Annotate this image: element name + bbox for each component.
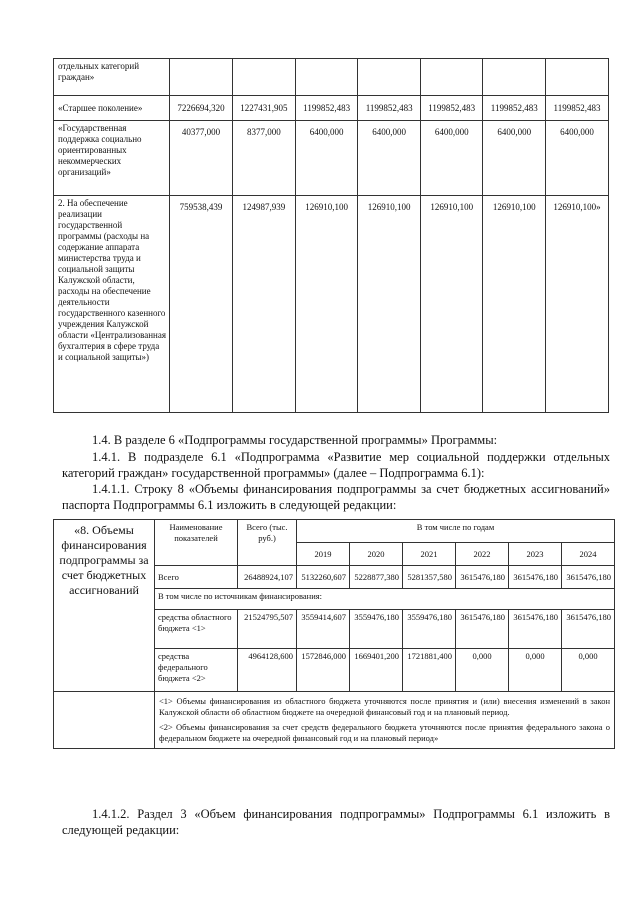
table-cell	[483, 59, 546, 96]
table-row	[54, 692, 615, 749]
table-cell: 3615476,180	[509, 566, 562, 589]
year-header: 2019	[297, 543, 350, 566]
table-cell: 7226694,320	[170, 96, 233, 121]
year-header: 2023	[509, 543, 562, 566]
table-cell: 5281357,580	[403, 566, 456, 589]
table-cell: 1669401,200	[350, 649, 403, 692]
table-cell: 126910,100	[420, 196, 483, 413]
table-cell: 6400,000	[546, 121, 609, 196]
footnotes	[155, 692, 615, 749]
subprogram-funding-table	[53, 519, 615, 749]
row-label: отдельных категорий граждан»	[54, 59, 170, 96]
table-cell: 1199852,483	[295, 96, 358, 121]
table-cell: 3615476,180	[562, 610, 615, 649]
table-cell: 6400,000	[295, 121, 358, 196]
table-cell: 0,000	[509, 649, 562, 692]
row-label: 2. На обеспечение реализации государственной программы (расходы на содержание аппарата министерства труда и социальной защиты Калужской области, расходы на обеспечение деятельности государственного казенного учреждения Калужской области «Централизованная бухгалтерия в сфере труда и социальной защиты»)	[54, 196, 170, 413]
row-label: средства областного бюджета <1>	[155, 610, 238, 649]
sources-label: В том числе по источникам финансирования:	[155, 589, 615, 610]
table-header-row	[54, 520, 615, 543]
table-cell: 3615476,180	[509, 610, 562, 649]
table-cell: 5228877,380	[350, 566, 403, 589]
row-label: «Старшее поколение»	[54, 96, 170, 121]
paragraph-1-4: 1.4. В разделе 6 «Подпрограммы государственной программы» Программы:	[92, 433, 498, 447]
table-cell	[420, 59, 483, 96]
header-name: Наименование показателей	[155, 520, 238, 566]
paragraph-1-4-1: 1.4.1. В подразделе 6.1 «Подпрограмма «Развитие мер социальной поддержки отдельных категорий граждан» государственной программы» (далее – Подпрограмма 6.1):	[62, 450, 610, 480]
table-cell: 3615476,180	[456, 566, 509, 589]
year-header: 2022	[456, 543, 509, 566]
table-row	[54, 196, 609, 413]
table-cell: 3559476,180	[403, 610, 456, 649]
row-title: «8. Объемы финансирования подпрограммы за счет бюджетных ассигнований	[54, 520, 155, 692]
table-cell: 6400,000	[483, 121, 546, 196]
table-cell: 6400,000	[358, 121, 421, 196]
table-cell: 8377,000	[232, 121, 295, 196]
table-cell	[54, 692, 155, 749]
table-cell: 5132260,607	[297, 566, 350, 589]
row-label: Всего	[155, 566, 238, 589]
row-label: «Государственная поддержка социально ориентированных некоммерческих организаций»	[54, 121, 170, 196]
table-cell: 124987,939	[232, 196, 295, 413]
table-cell: 26488924,107	[238, 566, 297, 589]
header-years-group: В том числе по годам	[297, 520, 615, 543]
table-cell: 126910,100	[483, 196, 546, 413]
paragraph-1-4-1-2: 1.4.1.2. Раздел 3 «Объем финансирования подпрограммы» Подпрограммы 6.1 изложить в следующей редакции:	[62, 807, 610, 837]
table-cell: 3615476,180	[562, 566, 615, 589]
table-cell: 1199852,483	[358, 96, 421, 121]
table-cell	[170, 59, 233, 96]
table-row	[54, 59, 609, 96]
row-label: средства федерального бюджета <2>	[155, 649, 238, 692]
table-cell: 759538,439	[170, 196, 233, 413]
table-cell: 3559476,180	[350, 610, 403, 649]
table-cell: 0,000	[456, 649, 509, 692]
table-cell: 1572846,000	[297, 649, 350, 692]
table-cell: 126910,100	[358, 196, 421, 413]
funding-table-continued	[53, 58, 609, 413]
table-cell: 6400,000	[420, 121, 483, 196]
table-cell: 126910,100	[295, 196, 358, 413]
table-cell: 3559414,607	[297, 610, 350, 649]
table-cell: 40377,000	[170, 121, 233, 196]
table-cell: 126910,100»	[546, 196, 609, 413]
year-header: 2020	[350, 543, 403, 566]
table-cell: 1199852,483	[420, 96, 483, 121]
table-cell: 1199852,483	[546, 96, 609, 121]
table-cell	[295, 59, 358, 96]
table-cell: 0,000	[562, 649, 615, 692]
table-cell: 3615476,180	[456, 610, 509, 649]
table-cell: 1721881,400	[403, 649, 456, 692]
table-cell: 1199852,483	[483, 96, 546, 121]
table-cell	[358, 59, 421, 96]
footnote-1: <1> Объемы финансирования из областного бюджета уточняются после принятия и (или) внесения изменений в закон Калужской области об областном бюджете на очередной финансовый год и на плановый период.	[159, 696, 610, 717]
table-cell	[546, 59, 609, 96]
year-header: 2021	[403, 543, 456, 566]
table-cell: 21524795,507	[238, 610, 297, 649]
table-cell: 1227431,905	[232, 96, 295, 121]
year-header: 2024	[562, 543, 615, 566]
header-total: Всего (тыс. руб.)	[238, 520, 297, 566]
table-row	[54, 96, 609, 121]
footnote-2: <2> Объемы финансирования за счет средств федерального бюджета уточняются после принятия федерального закона о федеральном бюджете на очередной финансовый год и на плановый период»	[159, 722, 610, 743]
table-cell	[232, 59, 295, 96]
table-cell: 4964128,600	[238, 649, 297, 692]
table-row	[54, 121, 609, 196]
paragraph-1-4-1-1: 1.4.1.1. Строку 8 «Объемы финансирования подпрограммы за счет бюджетных ассигнований» паспорта Подпрограммы 6.1 изложить в следующей редакции:	[62, 482, 610, 512]
